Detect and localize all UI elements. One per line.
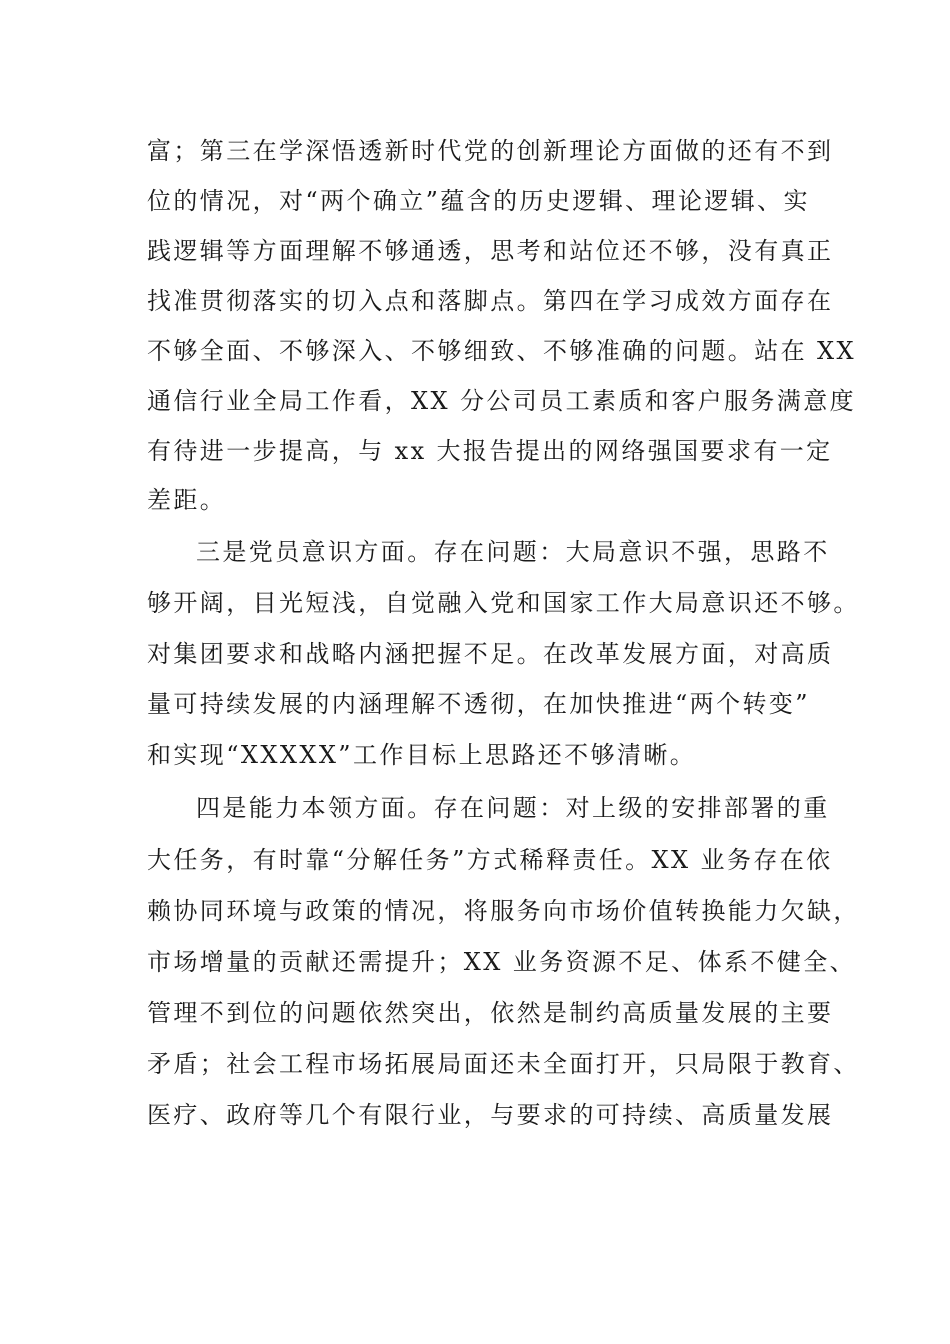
text-line: 有待进一步提高，与 xx 大报告提出的网络强国要求有一定 [147, 437, 833, 465]
text-line: 通信行业全局工作看，XX 分公司员工素质和客户服务满意度 [147, 387, 856, 415]
text-line: 赖协同环境与政策的情况，将服务向市场价值转换能力欠缺， [147, 897, 860, 925]
text-line: 市场增量的贡献还需提升；XX 业务资源不足、体系不健全、 [147, 948, 856, 976]
text-line: 不够全面、不够深入、不够细致、不够准确的问题。站在 XX [147, 337, 856, 365]
text-line: 管理不到位的问题依然突出，依然是制约高质量发展的主要 [147, 999, 834, 1027]
text-line: 三是党员意识方面。存在问题：大局意识不强，思路不 [196, 538, 830, 566]
text-line: 富；第三在学深悟透新时代党的创新理论方面做的还有不到 [147, 137, 834, 165]
text-line: 找准贯彻落实的切入点和落脚点。第四在学习成效方面存在 [147, 287, 834, 315]
text-line: 四是能力本领方面。存在问题：对上级的安排部署的重 [196, 794, 830, 822]
text-line: 对集团要求和战略内涵把握不足。在改革发展方面，对高质 [147, 640, 834, 668]
text-line: 位的情况，对“两个确立”蕴含的历史逻辑、理论逻辑、实 [147, 187, 810, 215]
text-line: 差距。 [147, 486, 227, 514]
text-line: 医疗、政府等几个有限行业，与要求的可持续、高质量发展 [147, 1101, 834, 1129]
text-line: 够开阔，目光短浅，自觉融入党和国家工作大局意识还不够。 [147, 589, 860, 617]
text-line: 量可持续发展的内涵理解不透彻，在加快推进“两个转变” [147, 690, 810, 718]
text-line: 大任务，有时靠“分解任务”方式稀释责任。XX 业务存在依 [147, 846, 833, 874]
text-line: 践逻辑等方面理解不够通透，思考和站位还不够，没有真正 [147, 237, 834, 265]
text-line: 和实现“XXXXX”工作目标上思路还不够清晰。 [147, 741, 697, 769]
text-line: 矛盾；社会工程市场拓展局面还未全面打开，只局限于教育、 [147, 1050, 860, 1078]
